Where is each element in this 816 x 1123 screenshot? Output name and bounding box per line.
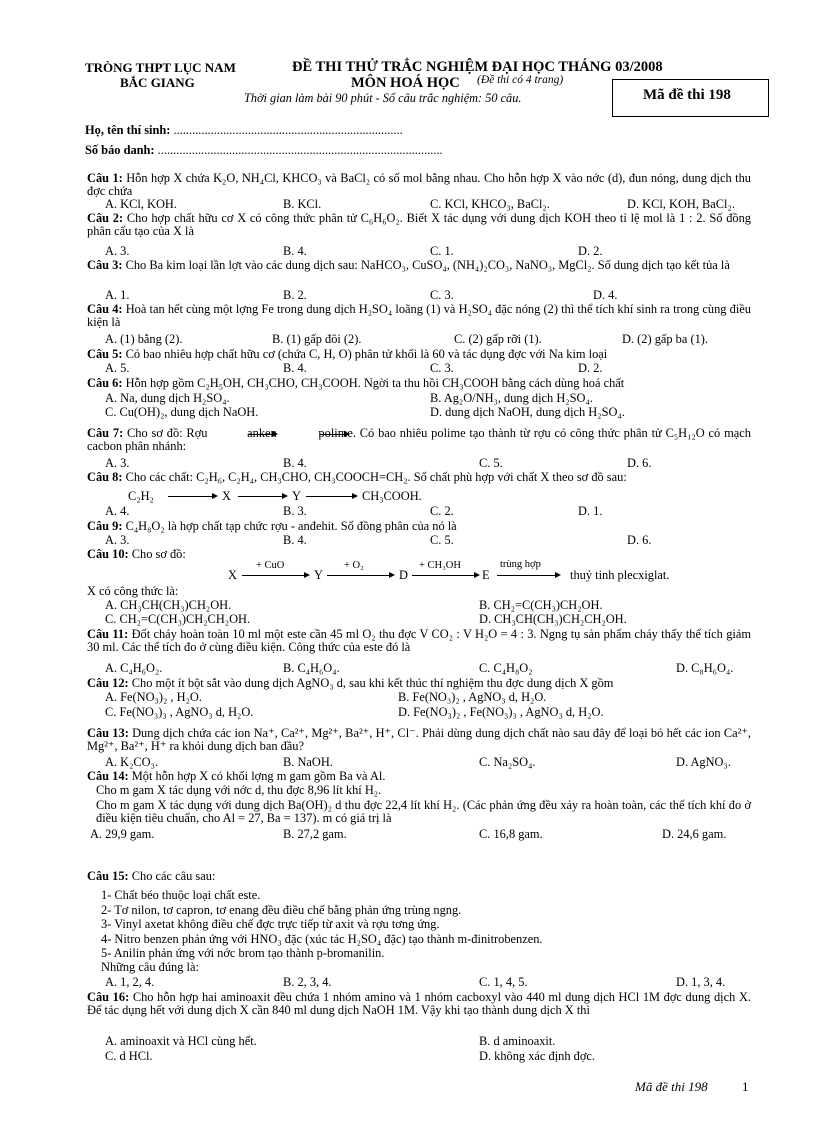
question-text: anken — [247, 426, 277, 440]
reaction-arrow — [497, 575, 559, 576]
option-c: C. 1. — [430, 244, 454, 258]
question-1 — [87, 172, 751, 197]
option-a: A. 4. — [105, 504, 130, 518]
reaction-arrow — [168, 496, 216, 497]
question-text: Cho hỗn hợp hai aminoaxit đều chứa 1 nhóm amino và 1 nhóm cacboxyl vào 440 ml dung dịch HCl 1M đợc dung dịch X. Để tác dụng hết với dung dịch X cần 840 ml dung dịch NaOH 1M. Vậy khi tạo thành dung dịch X thì — [87, 990, 751, 1017]
option-a: A. 3. — [105, 244, 130, 258]
option-a: A. 29,9 gam. — [90, 827, 155, 841]
option-a: A. K₂CO₃. — [105, 755, 159, 769]
statement-4: 4- Nitro benzen phản ứng với HNO₃ đặc (xúc tác H₂SO₄ đặc) tạo thành m-đinitrobenzen. — [101, 932, 543, 946]
option-a: A. C₄H₆O₂. — [105, 661, 163, 675]
option-a: A. 1, 2, 4. — [105, 975, 155, 989]
question-label: Câu 14: — [87, 769, 129, 783]
question-7 — [87, 427, 751, 452]
candidate-name-dots: .......................................................................... — [173, 123, 403, 137]
reaction-arrow — [242, 575, 308, 576]
reaction-arrow — [306, 496, 356, 497]
question-4 — [87, 303, 751, 328]
question-label: Câu 12: — [87, 676, 129, 690]
option-c: C. 16,8 gam. — [479, 827, 543, 841]
question-label: Câu 5: — [87, 347, 123, 361]
option-a: A. aminoaxit và HCl cùng hết. — [105, 1034, 257, 1048]
candidate-id-label: Số báo danh: — [85, 143, 155, 157]
question-text: Cho Ba kim loại lần lợt vào các dung dịch sau: NaHCO₃, CuSO₄, (NH₄)₂CO₃, NaNO₃, MgCl₂. Số dung dịch tạo kết tủa là — [125, 258, 730, 272]
question-12 — [87, 677, 751, 690]
formula-prompt: X có công thức là: — [87, 584, 179, 598]
footer-exam-code: Mã đề thi 198 — [635, 1079, 708, 1094]
option-d: D. Fe(NO₃)₂ , Fe(NO₃)₃ , AgNO₃ d, H₂O. — [398, 705, 604, 719]
subject-title: MÔN HOÁ HỌC — [351, 75, 460, 91]
option-d: D. dung dịch NaOH, dung dịch H₂SO₄. — [430, 405, 625, 419]
option-c: C. 2. — [430, 504, 454, 518]
option-d: D. CH₃CH(CH₃)CH₂CH₂OH. — [479, 612, 627, 626]
reagent-ch3oh: + CH₃OH — [419, 560, 461, 571]
question-text: Cho sơ đồ: Rợu — [127, 426, 208, 440]
option-b: B. 4. — [283, 533, 307, 547]
question-5 — [87, 348, 751, 361]
option-b: B. d aminoaxit. — [479, 1034, 556, 1048]
reaction-arrow — [327, 575, 393, 576]
option-b: B. 3. — [283, 504, 307, 518]
question-6 — [87, 377, 751, 390]
option-a: A. 3. — [105, 533, 130, 547]
option-a: A. Fe(NO₃)₂ , H₂O. — [105, 690, 202, 704]
question-14-line-2: Cho m gam X tác dụng với nớc d, thu đợc 8,96 lít khí H₂. — [96, 783, 382, 797]
scheme-c2h2: C₂H₂ — [128, 489, 154, 503]
option-b: B. Ag₂O/NH₃, dung dịch H₂SO₄. — [430, 391, 593, 405]
reagent-o2: + O₂ — [344, 560, 364, 571]
scheme-y: Y — [314, 568, 323, 582]
option-b: B. 4. — [283, 456, 307, 470]
question-label: Câu 8: — [87, 470, 123, 484]
statement-prompt: Những câu đúng là: — [101, 960, 199, 974]
option-b: B. 27,2 gam. — [283, 827, 347, 841]
question-text: Cho các chất: C₂H₆, C₂H₄, CH₃CHO, CH₃COOCH=CH₂. Số chất phù hợp với chất X theo sơ đồ sau: — [125, 470, 627, 484]
time-note: Thời gian làm bài 90 phút - Số câu trắc nghiệm: 50 câu. — [244, 91, 522, 105]
option-a: A. 1. — [105, 288, 130, 302]
exam-code-box — [612, 79, 769, 117]
option-d: D. 6. — [627, 533, 652, 547]
question-text: Cho các câu sau: — [131, 869, 216, 883]
option-a: A. (1) bằng (2). — [105, 332, 183, 346]
option-b: B. 2. — [283, 288, 307, 302]
option-d: D. không xác định đợc. — [479, 1049, 595, 1063]
reagent-polymerization: trùng hợp — [500, 559, 541, 570]
question-text: Dung dịch chứa các ion Na⁺, Ca²⁺, Mg²⁺, Ba²⁺, H⁺, Cl⁻. Phải dùng dung dịch chất nào sau đây để loại bỏ hết các ion Ca²⁺, Mg²⁺, Ba²⁺, H⁺ ra khỏi dung dịch ban đầu? — [87, 726, 751, 753]
reaction-arrow — [320, 434, 348, 435]
question-label: Câu 10: — [87, 547, 129, 561]
option-b: B. CH₂=C(CH₃)CH₂OH. — [479, 598, 603, 612]
option-d: D. 2. — [578, 244, 603, 258]
scheme-product: thuỷ tinh plecxiglat. — [570, 568, 670, 582]
question-label: Câu 1: — [87, 171, 123, 185]
exam-code: Mã đề thi 198 — [643, 87, 731, 103]
question-label: Câu 7: — [87, 426, 124, 440]
question-text: Cho sơ đồ: — [131, 547, 186, 561]
question-label: Câu 3: — [87, 258, 123, 272]
school-name: TRÒNG THPT LỤC NAM — [85, 60, 236, 75]
question-14 — [87, 770, 751, 783]
option-b: B. 4. — [283, 244, 307, 258]
question-10 — [87, 548, 751, 561]
option-c: C. CH₂=C(CH₃)CH₂CH₂OH. — [105, 612, 251, 626]
pages-note: (Đề thi có 4 trang) — [477, 74, 564, 86]
question-label: Câu 2: — [87, 211, 124, 225]
candidate-name-label: Họ, tên thí sinh: — [85, 123, 171, 137]
option-c: C. Cu(OH)₂, dung dịch NaOH. — [105, 405, 259, 419]
option-d: D. 6. — [627, 456, 652, 470]
question-label: Câu 9: — [87, 519, 123, 533]
option-c: C. 5. — [430, 533, 454, 547]
option-a: A. KCl, KOH. — [105, 197, 177, 211]
question-16 — [87, 991, 751, 1016]
question-text: Hoà tan hết cùng một lợng Fe trong dung dịch H₂SO₄ loãng (1) và H₂SO₄ đặc nóng (2) thì thể tích khí sinh ra trong cùng điều kiện là — [87, 302, 751, 329]
scheme-acid: CH₃COOH. — [362, 489, 422, 503]
question-11 — [87, 628, 751, 653]
scheme-x: X — [222, 489, 231, 503]
option-a: A. 5. — [105, 361, 130, 375]
exam-title: ĐỀ THI THỬ TRẮC NGHIỆM ĐẠI HỌC THÁNG 03/2008 — [292, 59, 663, 75]
option-b: B. KCl. — [283, 197, 322, 211]
question-label: Câu 4: — [87, 302, 123, 316]
option-d: D. C₈H₆O₄. — [676, 661, 734, 675]
option-d: D. 1. — [578, 504, 603, 518]
question-3 — [87, 259, 751, 272]
reaction-arrow — [238, 496, 286, 497]
question-8 — [87, 471, 751, 484]
option-d: D. 24,6 gam. — [662, 827, 727, 841]
question-text: Hỗn hợp gồm C₂H₅OH, CH₃CHO, CH₃COOH. Ngời ta thu hồi CH₃COOH bằng cách dùng hoá chất — [125, 376, 625, 390]
option-a: A. Na, dung dịch H₂SO₄. — [105, 391, 230, 405]
question-text: Có bao nhiêu hợp chất hữu cơ (chứa C, H, O) phân tử khối là 60 và tác dụng đợc với Na kim loại — [125, 347, 608, 361]
option-d: D. KCl, KOH, BaCl₂. — [627, 197, 735, 211]
option-d: D. 2. — [578, 361, 603, 375]
statement-3: 3- Vinyl axetat không điều chế đợc trực tiếp từ axit và rợu tơng ứng. — [101, 917, 440, 931]
question-label: Câu 11: — [87, 627, 129, 641]
candidate-id-dots: ............................................................................................ — [157, 143, 443, 157]
scheme-y: Y — [292, 489, 301, 503]
option-c: C. 3. — [430, 361, 454, 375]
reagent-cuo: + CuO — [256, 560, 285, 571]
option-b: B. 2, 3, 4. — [283, 975, 332, 989]
question-13 — [87, 727, 751, 752]
option-a: A. 3. — [105, 456, 130, 470]
candidate-id-row — [85, 144, 443, 157]
option-c: C. 5. — [479, 456, 503, 470]
question-label: Câu 16: — [87, 990, 130, 1004]
option-c: C. 3. — [430, 288, 454, 302]
question-label: Câu 6: — [87, 376, 123, 390]
question-text: Cho một ít bột sắt vào dung dịch AgNO₃ d, sau khi kết thúc thí nghiệm thu đợc dung dịch X gồm — [131, 676, 614, 690]
question-text: Một hỗn hợp X có khối lợng m gam gồm Ba và Al. — [131, 769, 386, 783]
option-b: B. (1) gấp đôi (2). — [272, 332, 362, 346]
question-label: Câu 13: — [87, 726, 129, 740]
option-d: D. AgNO₃. — [676, 755, 731, 769]
option-b: B. 4. — [283, 361, 307, 375]
question-2 — [87, 212, 751, 237]
option-c: C. Fe(NO₃)₃ , AgNO₃ d, H₂O. — [105, 705, 254, 719]
candidate-name-row — [85, 124, 403, 137]
option-a: A. CH₃CH(CH₃)CH₂OH. — [105, 598, 232, 612]
school-location: BẮC GIANG — [120, 75, 195, 90]
statement-5: 5- Anilin phản ứng với nớc brom tạo thành p-bromanilin. — [101, 946, 385, 960]
option-d: D. 1, 3, 4. — [676, 975, 726, 989]
option-d: D. (2) gấp ba (1). — [622, 332, 709, 346]
page-number: 1 — [742, 1079, 749, 1094]
statement-1: 1- Chất béo thuộc loại chất este. — [101, 888, 261, 902]
question-text: Cho hợp chất hữu cơ X có công thức phân tử C₆H₆O₂. Biết X tác dụng với dung dịch KOH theo tỉ lệ mol là 1 : 2. Số đồng phân cấu tạo của X là — [87, 211, 751, 238]
reaction-arrow — [412, 575, 478, 576]
option-c: C. d HCl. — [105, 1049, 153, 1063]
question-14-line-3: Cho m gam X tác dụng với dung dịch Ba(OH)₂ d thu đợc 22,4 lít khí H₂. (Các phản ứng đều xảy ra hoàn toàn, các thể tích khí đo ở điều kiện tiêu chuẩn, cho Al = 27, Ba = 137). m có giá trị là — [96, 798, 751, 825]
question-text: Đốt cháy hoàn toàn 10 ml một este cần 45 ml O₂ thu đợc V CO₂ : V H₂O = 4 : 3. Ngng tụ sản phẩm cháy thấy thể tích giảm 30 ml. Các thể tích đo ở cùng điều kiện. Công thức của este đó là — [87, 627, 751, 654]
question-text: polime. Có bao nhiêu polime tạo thành từ rợu có công thức phân tử C₅H₁₂O có mạch cacbon phân nhánh: — [87, 426, 751, 453]
option-c: C. Na₂SO₄. — [479, 755, 536, 769]
option-c: C. C₄H₈O₂ — [479, 661, 533, 675]
question-9 — [87, 520, 751, 533]
scheme-e: E — [482, 568, 490, 582]
scheme-x: X — [228, 568, 237, 582]
option-c: C. KCl, KHCO₃, BaCl₂. — [430, 197, 550, 211]
question-15 — [87, 870, 751, 883]
question-label: Câu 15: — [87, 869, 129, 883]
scheme-d: D — [399, 568, 408, 582]
option-c: C. 1, 4, 5. — [479, 975, 528, 989]
question-text: Hỗn hợp X chứa K₂O, NH₄Cl, KHCO₃ và BaCl₂ có số mol bằng nhau. Cho hỗn hợp X vào nớc (d), đun nóng, dung dịch thu đợc chứa — [87, 171, 751, 198]
option-b: B. Fe(NO₃)₂ , AgNO₃ d, H₂O. — [398, 690, 547, 704]
option-b: B. NaOH. — [283, 755, 333, 769]
reaction-arrow — [248, 434, 276, 435]
option-b: B. C₄H₆O₄. — [283, 661, 340, 675]
option-c: C. (2) gấp rỡi (1). — [454, 332, 542, 346]
option-d: D. 4. — [593, 288, 618, 302]
question-text: C₄H₈O₂ là hợp chất tạp chức rợu - anđehit. Số đồng phân của nó là — [125, 519, 457, 533]
statement-2: 2- Tơ nilon, tơ capron, tơ enang đều điều chế bằng phản ứng trùng ngng. — [101, 903, 462, 917]
